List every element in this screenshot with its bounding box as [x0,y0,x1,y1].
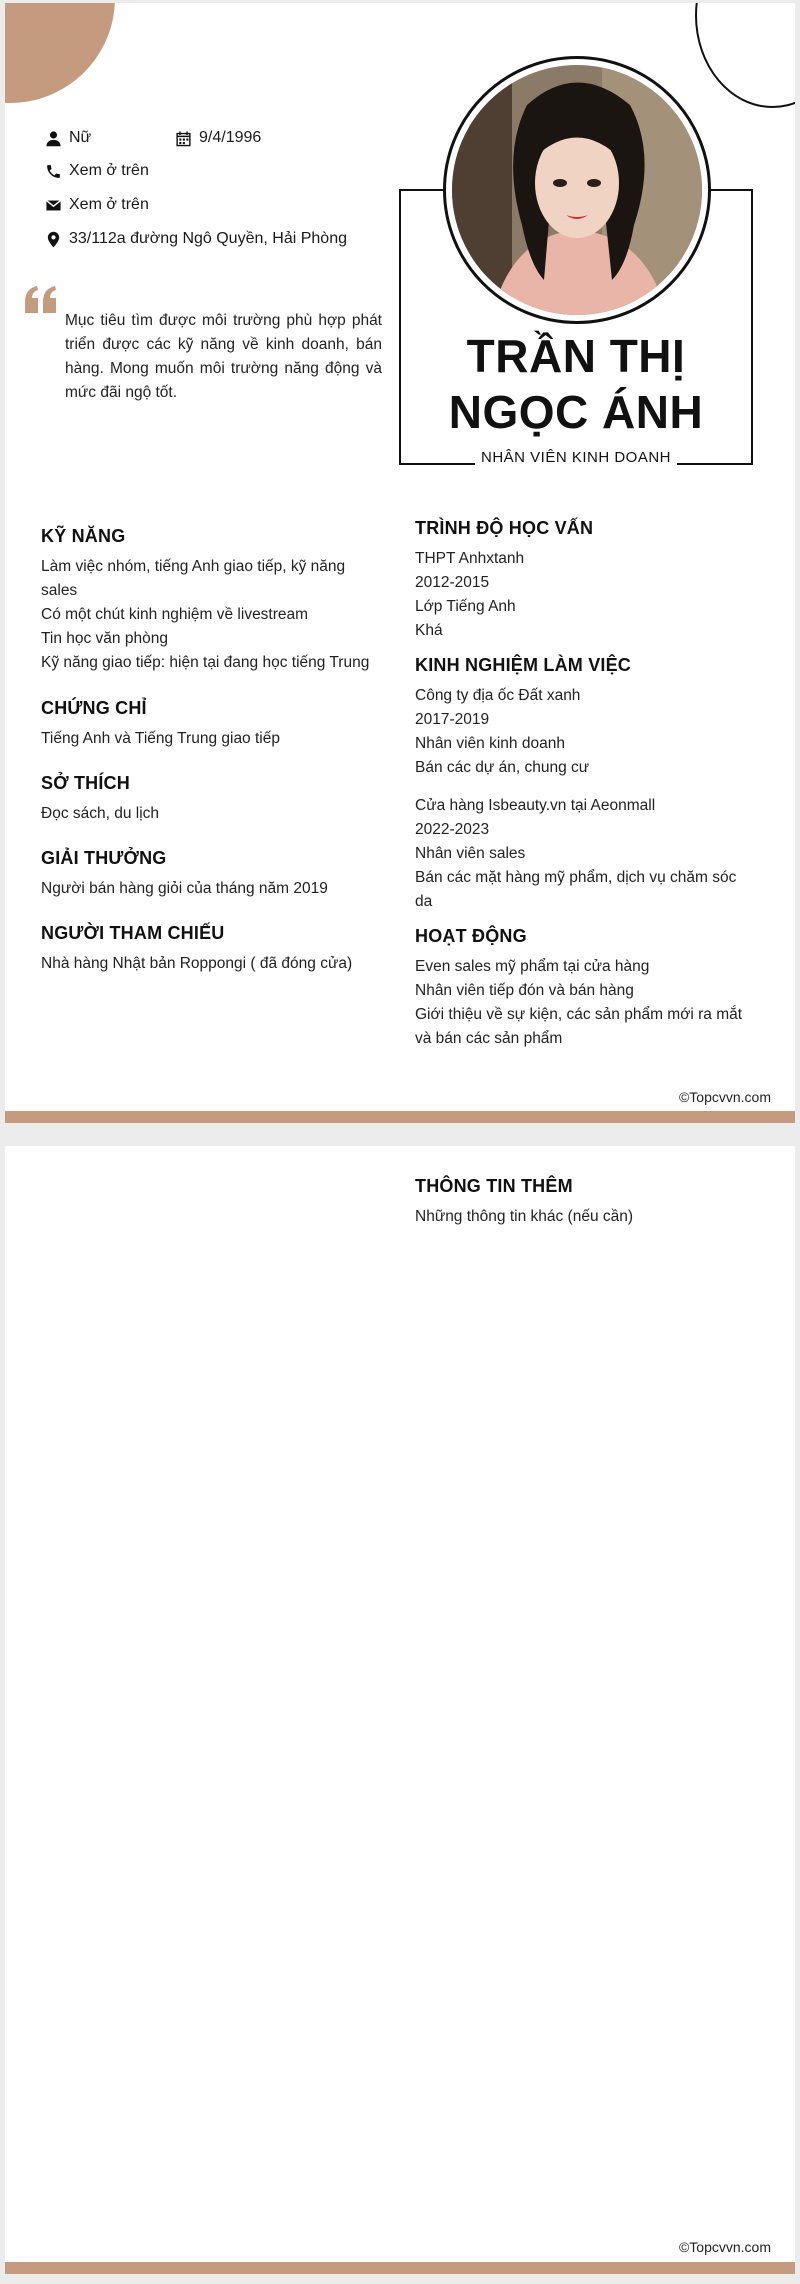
section-awards [41,848,381,901]
skill-item: Có một chút kinh nghiệm về livestream [41,606,309,623]
section-references [41,923,381,976]
accent-bar [5,1111,795,1123]
decorative-blob [5,3,115,103]
user-icon [45,130,62,147]
career-objective: Mục tiêu tìm được môi trường phù hợp phát triển được các kỹ năng về kinh doanh, bán hàng. Mong muốn môi trường năng động và mức đãi ngộ tốt. [65,312,382,401]
avatar [452,65,702,315]
skill-item: Tin học văn phòng [41,630,168,647]
section-hobbies [41,773,381,826]
certificate-item: Tiếng Anh và Tiếng Trung giao tiếp [41,730,280,747]
job-description: Bán các dự án, chung cư [415,759,590,776]
decorative-ring [695,3,795,108]
phone-icon [45,163,62,180]
contact-phone [45,162,149,180]
section-title: SỞ THÍCH [41,773,130,793]
reference-item: Nhà hàng Nhật bản Roppongi ( đã đóng cửa) [41,955,353,972]
job-company: Công ty địa ốc Đất xanh [415,687,581,704]
accent-bar [5,2262,795,2274]
job-role: Nhân viên kinh doanh [415,735,565,752]
cv-page-2 [5,1146,795,2274]
job-company: Cửa hàng Isbeauty.vn tại Aeonmall [415,797,656,814]
section-skills [41,526,381,675]
section-education [415,518,755,643]
section-title: THÔNG TIN THÊM [415,1176,573,1196]
birthday-value: 9/4/1996 [199,129,262,146]
contact-gender [45,129,91,147]
section-title: KỸ NĂNG [41,526,126,546]
mail-icon [45,197,62,214]
activity-item: Giới thiệu về sự kiện, các sản phẩm mới ra mắt và bán các sản phẩm [415,1006,743,1047]
education-item: 2012-2015 [415,574,490,591]
education-item: THPT Anhxtanh [415,550,525,567]
portrait-photo [452,65,702,315]
quote-icon [23,285,59,315]
section-activities [415,926,755,1051]
cv-page-1 [5,3,795,1123]
address-value: 33/112a đường Ngô Quyền, Hải Phòng [69,230,347,247]
activity-item: Nhân viên tiếp đón và bán hàng [415,982,634,999]
section-certificates [41,698,381,751]
job-title-text: NHÂN VIÊN KINH DOANH [475,449,677,466]
education-item: Lớp Tiếng Anh [415,598,516,615]
award-item: Người bán hàng giỏi của tháng năm 2019 [41,880,328,897]
map-pin-icon [45,231,62,248]
contact-address [45,230,347,248]
email-value: Xem ở trên [69,196,149,213]
job-title [399,449,753,467]
section-title: TRÌNH ĐỘ HỌC VẤN [415,518,594,538]
section-title: CHỨNG CHỈ [41,698,147,718]
contact-email [45,196,149,214]
copyright: ©Topcvvn.com [678,1089,771,1105]
section-experience [415,655,755,914]
section-title: GIẢI THƯỞNG [41,848,167,868]
calendar-icon [175,130,192,147]
skill-item: Làm việc nhóm, tiếng Anh giao tiếp, kỹ năng sales [41,558,346,599]
skill-item: Kỹ năng giao tiếp: hiện tại đang học tiếng Trung [41,654,370,671]
job-role: Nhân viên sales [415,845,526,862]
section-title: KINH NGHIỆM LÀM VIỆC [415,655,632,675]
job-period: 2017-2019 [415,711,490,728]
job-description: Bán các mặt hàng mỹ phẩm, dịch vụ chăm sóc da [415,869,737,910]
section-title: HOẠT ĐỘNG [415,926,527,946]
gender-value: Nữ [69,129,92,146]
education-item: Khá [415,622,443,639]
phone-value: Xem ở trên [69,162,149,179]
section-title: NGƯỜI THAM CHIẾU [41,923,225,943]
extra-info-item: Những thông tin khác (nếu cần) [415,1208,634,1225]
hobby-item: Đọc sách, du lịch [41,805,160,822]
candidate-name: TRẦN THỊ NGỌC ÁNH [448,330,704,438]
contact-birthday [175,129,261,147]
copyright: ©Topcvvn.com [678,2239,771,2255]
job-period: 2022-2023 [415,821,490,838]
activity-item: Even sales mỹ phẩm tại cửa hàng [415,958,650,975]
section-extra-info [415,1176,755,1229]
